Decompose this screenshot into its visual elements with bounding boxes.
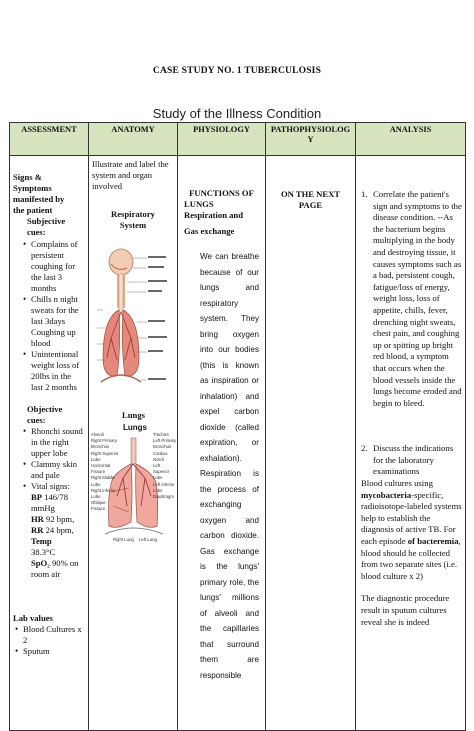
- p1-part-e: , blood should be collected from two separate sites (i.e. blood culture x 2): [361, 536, 461, 581]
- header-assessment: ASSESSMENT: [10, 123, 89, 156]
- physiology-cell: [178, 156, 266, 731]
- subjective-item: • Complains of persistent coughing for the last 3 months: [23, 239, 85, 294]
- vital-signs-label: Vital signs:: [31, 481, 70, 491]
- header-anatomy: ANATOMY: [89, 123, 178, 156]
- label-right-inferior-lobe: Right Inferior Lobe: [91, 487, 116, 500]
- lab-values-label: Lab values: [13, 613, 53, 623]
- lungs-caption: Lungs: [122, 410, 145, 420]
- subjective-list: [13, 239, 85, 393]
- anatomy-note: Illustrate and label the system and organ involved: [92, 159, 169, 191]
- header-physiology: PHYSIOLOGY: [178, 123, 266, 156]
- objective-label-2: cues:: [27, 415, 46, 425]
- label-alveoli: Alveoli: [91, 432, 104, 437]
- header-pathophysiology: [266, 123, 356, 156]
- vital-signs: [23, 481, 85, 580]
- document-subtitle: Study of the Illness Condition: [152, 106, 322, 121]
- assessment-cell: [10, 156, 89, 731]
- physiology-body: We can breathe because of our lungs and respiratory system. They bring oxygen into our bodies (this is known as inspiration or inhalation) and expel carbon dioxide (called expiration, or exhalation). Respiration is the process of exchanging oxygen and carbon dioxide. Gas exchange is the lungs' primary role, the lungs' millions of alveoli and the capillaries that surround them are responsible: [200, 252, 259, 680]
- label-left-superior-lobe: Left Superior Lobe: [153, 463, 170, 481]
- analysis-item-1-num: 1.: [361, 189, 368, 199]
- patho-head-1: ON THE NEXT: [280, 189, 341, 199]
- lungs-labels-right: [153, 432, 177, 500]
- spo2-label: SpO₂: [31, 558, 50, 568]
- p1-part-c: -specific, radioisotope-labeled systems help to establish the diagnosis of active TB. For each episode: [361, 489, 462, 547]
- label-right-primary-bronchus: Right Primary Bronchus: [91, 438, 118, 450]
- label-left-primary-bronchus: Left Primary Bronchus: [153, 438, 177, 450]
- analysis-item-2-text: Discuss the indications for the laboratory examinations: [373, 443, 454, 477]
- header-row: [10, 123, 466, 156]
- label-horizontal-fissure: Horizontal Fissure: [91, 463, 111, 475]
- analysis-paragraph-2: The diagnostic procedure result in sputum cultures reveal she is indeed: [361, 593, 450, 627]
- hr-value: 92 bpm,: [46, 514, 75, 524]
- study-table: [9, 122, 466, 731]
- signs-heading-2: Symptoms: [13, 183, 52, 193]
- pathophysiology-cell: [266, 156, 356, 731]
- content-row: [10, 156, 466, 731]
- signs-heading-4: the patient: [13, 205, 53, 215]
- respiratory-caption-2: System: [119, 220, 147, 230]
- physiology-head-2: LUNGS: [184, 199, 214, 209]
- label-cardiac-notch: Cardiac Notch: [153, 450, 168, 462]
- p1-part-d: of bacteremia: [407, 536, 459, 547]
- analysis-paragraph-1: [359, 478, 462, 582]
- analysis-item-2-num: 2.: [361, 443, 368, 454]
- patho-head-2: PAGE: [298, 200, 323, 210]
- signs-heading-3: manifested by: [13, 194, 65, 204]
- objective-label-1: Objective: [27, 404, 63, 414]
- header-analysis: ANALYSIS: [356, 123, 466, 156]
- temp-value: 38.3°C: [31, 547, 56, 557]
- p1-part-a: Blood cultures using: [361, 478, 433, 489]
- anatomy-cell: [89, 156, 178, 731]
- label-diaphragm: Diaphragm: [153, 494, 175, 500]
- lab-item: • Sputum: [15, 646, 85, 657]
- physiology-head-1: FUNCTIONS OF: [189, 188, 254, 198]
- lungs-diagram: [91, 422, 175, 544]
- respiratory-caption-1: Respiratory: [111, 209, 155, 219]
- subjective-label-1: Subjective: [27, 216, 66, 226]
- temp-label: Temp: [31, 536, 52, 546]
- lungs-labels-left: [91, 432, 121, 513]
- rr-label: RR: [31, 525, 44, 535]
- lab-list: [13, 624, 85, 657]
- physiology-head-4: Gas exchange: [184, 226, 235, 236]
- label-right-superior-lobe: Right Superior Lobe: [91, 450, 119, 462]
- analysis-cell: [356, 156, 466, 731]
- analysis-item-1: [359, 189, 462, 409]
- label-oblique-fissure: Oblique Fissure: [91, 500, 106, 512]
- objective-item: • Clammy skin and pale: [23, 459, 85, 481]
- physiology-head-3: Respiration and: [184, 210, 243, 220]
- header-pathophysiology-text: PATHOPHYSIOLOGY: [270, 125, 351, 144]
- analysis-item-2: [359, 443, 462, 478]
- spo2-value: 90% on room air: [31, 558, 79, 579]
- objective-list: [13, 426, 85, 580]
- label-right-middle-lobe: Right Middle Lobe: [91, 475, 115, 487]
- bp-label: BP: [31, 492, 42, 502]
- document-title: CASE STUDY NO. 1 TUBERCULOSIS: [152, 66, 322, 76]
- p1-part-b: mycobacteria: [361, 489, 412, 500]
- label-left-lung: Left Lung: [139, 537, 157, 542]
- bp-value: 146/78 mmHg: [31, 492, 69, 513]
- lab-item: • Blood Cultures x 2: [15, 624, 85, 646]
- signs-heading-1: Signs &: [13, 172, 42, 182]
- hr-label: HR: [31, 514, 44, 524]
- rr-value: 24 bpm,: [45, 525, 74, 535]
- label-left-inferior-lobe: Left Inferior Lobe: [153, 481, 175, 493]
- respiratory-system-diagram: [97, 248, 171, 410]
- subjective-label-2: cues:: [27, 227, 46, 237]
- label-trachea: Trachea: [153, 432, 169, 437]
- objective-item: • Rhonchi sound in the right upper lobe: [23, 426, 85, 459]
- lungs-diagram-title: Lungs: [123, 423, 147, 432]
- label-right-lung: Right Lung: [113, 537, 134, 542]
- analysis-item-1-text: Correlate the patient's sign and symptoms to the disease condition. --As the bacterium begins multiplying in the body and destroying tissue, it causes symptoms such as a bad, persistent cough, fatigue/loss of energy, weight loss, loss of appetite, chills, fever, drenching night sweats, chest pain, and coughing up or spitting up bright red blood, a symptom that occurs when the blood vessels inside the lungs become eroded and begin to bleed.: [373, 189, 462, 408]
- subjective-item: • Chills n night sweats for the last 3days Coughing up blood: [23, 294, 85, 349]
- subjective-item: • Unintentional weight loss of 20lbs in the last 2 months: [23, 349, 85, 393]
- analysis-list: [359, 189, 462, 478]
